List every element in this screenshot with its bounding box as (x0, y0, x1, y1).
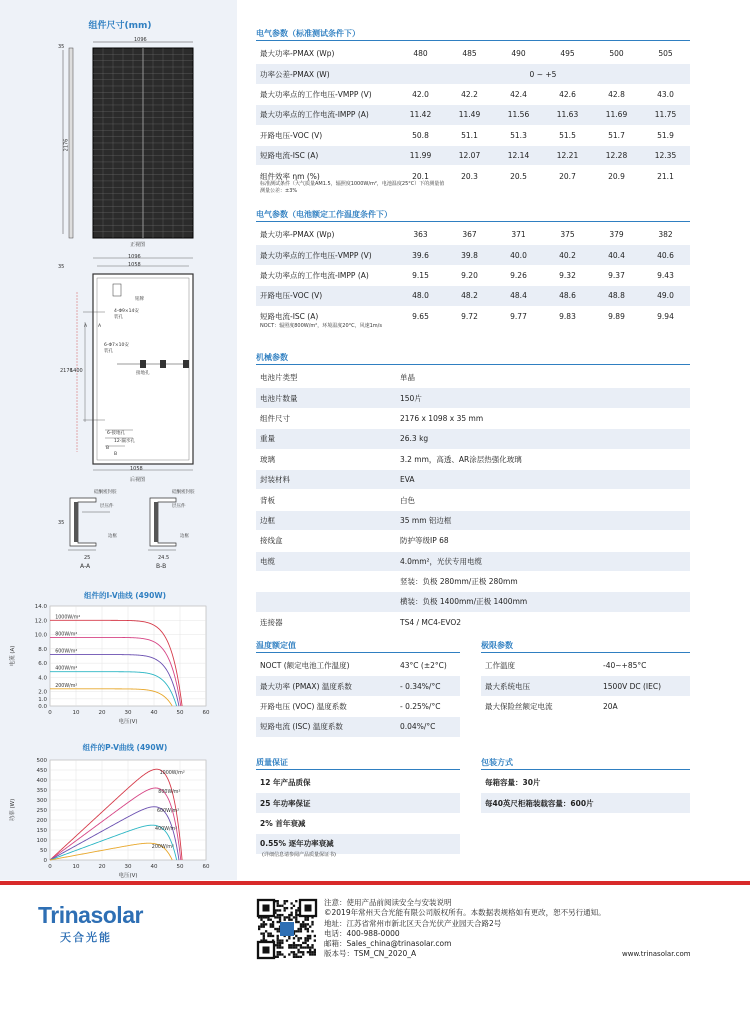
row-value: 49.0 (641, 286, 690, 306)
y-tick-label: 10.0 (34, 632, 47, 639)
row-value: 505 (641, 44, 690, 64)
row-value: 367 (445, 225, 494, 245)
y-tick-label: 450 (36, 768, 47, 774)
row-label: 0.55% 逐年功率衰减 (256, 834, 460, 854)
noct-note: NOCT：辐照度800W/m²，环境温度20°C，风速1m/s (260, 323, 382, 329)
table-row (256, 490, 690, 510)
back-view-label: 后视图 (130, 477, 146, 483)
footer-line-4: 邮箱：Sales_china@trinasolar.com (324, 939, 452, 949)
logo-wordmark: Trinasolar (38, 902, 143, 928)
stc-rule (256, 40, 690, 41)
y-tick-label: 0 (43, 858, 47, 864)
row-value: 9.15 (396, 265, 445, 285)
row-value: 白色 (396, 490, 690, 510)
row-value: 9.26 (494, 265, 543, 285)
temp-rule (256, 652, 460, 653)
row-value: 48.2 (445, 286, 494, 306)
pv-chart-title: 组件的P-V曲线 (490W) (82, 743, 168, 752)
back-thickness-dim: 35 (58, 264, 65, 270)
row-value: 363 (396, 225, 445, 245)
table-row (256, 469, 690, 489)
row-label: 接线盒 (256, 531, 396, 551)
row-value: 490 (494, 44, 543, 64)
row-label: 电池片数量 (256, 388, 396, 408)
x-tick-label: 20 (98, 710, 106, 716)
row-label: 工作温度 (481, 656, 599, 676)
packing-table (481, 773, 690, 814)
y-tick-label: 2.0 (38, 689, 47, 696)
y-tick-label: 100 (36, 838, 47, 844)
row-value: 51.5 (543, 125, 592, 145)
table-row (481, 773, 690, 793)
row-label: 开路电压 (VOC) 温度系数 (256, 696, 396, 716)
y-tick-label: 8.0 (38, 646, 47, 653)
drain-holes-label: 12-漏水孔 (114, 439, 135, 444)
row-value: 42.2 (445, 84, 494, 104)
row-value: 26.3 kg (396, 429, 690, 449)
row-label: 背板 (256, 490, 396, 510)
row-value: 375 (543, 225, 592, 245)
iv-chart-title: 组件的I-V曲线 (490W) (83, 591, 167, 600)
row-label: 连接器 (256, 612, 396, 632)
mech-rule (256, 364, 690, 365)
warranty-title: 质量保证 (256, 758, 288, 767)
noct-table (256, 225, 690, 327)
section-b-left: B (106, 446, 110, 451)
row-value: 42.0 (396, 84, 445, 104)
row-value: 43.0 (641, 84, 690, 104)
module-dimension-title: 组件尺寸(mm) (88, 21, 152, 31)
section-drawings (60, 488, 190, 563)
packing-title: 包装方式 (481, 758, 513, 767)
iv-chart (0, 598, 237, 728)
table-row (256, 717, 460, 737)
row-value: 11.63 (543, 105, 592, 125)
row-value: 150片 (396, 388, 690, 408)
row-value: 42.8 (592, 84, 641, 104)
row-label: 每40英尺柜箱装载容量：600片 (481, 793, 690, 813)
row-value: 3.2 mm，高透、AR涂层热强化玻璃 (396, 449, 690, 469)
row-label: 最大功率点的工作电流-IMPP (A) (256, 105, 396, 125)
table-row (256, 145, 690, 165)
y-tick-label: 150 (36, 828, 47, 834)
row-value: - 0.34%/°C (396, 676, 460, 696)
logo-chinese: 天合光能 (60, 931, 112, 944)
section-b-laminate: 层压件 (172, 504, 186, 509)
row-value: EVA (396, 469, 690, 489)
series-label: 800W/m² (55, 632, 78, 638)
row-label: 组件效率 ηm (%) (256, 166, 396, 186)
series-label: 600W/m² (55, 649, 78, 655)
table-row (256, 773, 460, 793)
x-tick-label: 10 (72, 710, 80, 716)
table-row (481, 793, 690, 813)
section-b-label: B-B (156, 563, 167, 570)
series-label: 400W/m² (155, 827, 178, 833)
stc-note-tolerance: 测量公差：±3% (260, 188, 298, 194)
row-value: 12.28 (592, 145, 641, 165)
x-tick-label: 60 (202, 864, 210, 870)
table-row (256, 612, 690, 632)
warranty-rule (256, 769, 460, 770)
table-row (256, 793, 460, 813)
row-label: 12 年产品质保 (256, 773, 460, 793)
table-row (256, 531, 690, 551)
mech-title: 机械参数 (256, 353, 288, 362)
back-width-dim: 1096 (128, 254, 141, 260)
section-a-label: A-A (80, 563, 91, 570)
footer-info (324, 898, 606, 960)
table-row (256, 368, 690, 388)
small-hole-label: 6-Φ7×10安装孔 (104, 343, 129, 354)
row-value: 20.7 (543, 166, 592, 186)
row-label: 最大功率点的工作电压-VMPP (V) (256, 245, 396, 265)
row-value: 42.4 (494, 84, 543, 104)
y-tick-label: 14.0 (34, 604, 47, 610)
back-hole-spacing-dim: 1400 (70, 368, 83, 374)
table-row (256, 571, 690, 591)
row-value: 20.3 (445, 166, 494, 186)
row-value: 1500V DC (IEC) (599, 676, 690, 696)
table-row (256, 225, 690, 245)
row-value: 9.89 (592, 306, 641, 326)
row-value: 382 (641, 225, 690, 245)
section-a-laminate: 层压件 (100, 504, 114, 509)
x-tick-label: 30 (124, 710, 132, 716)
noct-rule (256, 221, 690, 222)
qr-code-icon (256, 898, 318, 960)
row-value: 11.49 (445, 105, 494, 125)
limits-title: 极限参数 (481, 641, 513, 650)
row-label: 最大功率 (PMAX) 温度系数 (256, 676, 396, 696)
front-height-dim: 2176 (63, 138, 70, 152)
table-row (256, 696, 460, 716)
row-label: 最大功率点的工作电流-IMPP (A) (256, 265, 396, 285)
row-value: - 0.25%/°C (396, 696, 460, 716)
row-label: 最大系统电压 (481, 676, 599, 696)
stc-table (256, 44, 690, 187)
row-value: 48.4 (494, 286, 543, 306)
row-value: 9.65 (396, 306, 445, 326)
table-row (256, 510, 690, 530)
x-tick-label: 0 (48, 710, 52, 716)
table-row (256, 105, 690, 125)
row-label: 最大功率-PMAX (Wp) (256, 225, 396, 245)
row-label: 重量 (256, 429, 396, 449)
temp-title: 温度额定值 (256, 641, 296, 650)
table-row (481, 676, 690, 696)
front-view-label: 正视图 (130, 242, 146, 248)
series-label: 200W/m² (151, 845, 174, 851)
series-label: 200W/m² (55, 683, 78, 689)
table-row (256, 125, 690, 145)
row-value: 11.69 (592, 105, 641, 125)
brand-logo (38, 902, 143, 945)
back-bottom-dim: 1058 (130, 466, 143, 472)
table-row (256, 64, 690, 84)
y-tick-label: 250 (36, 808, 47, 814)
x-axis-label: 电压(V) (118, 873, 138, 879)
row-label: 玻璃 (256, 449, 396, 469)
table-row (256, 676, 460, 696)
row-value: 2176 x 1098 x 35 mm (396, 408, 690, 428)
series-label: 1000W/m² (159, 771, 185, 777)
row-value: 11.42 (396, 105, 445, 125)
row-value: 21.1 (641, 166, 690, 186)
section-a-height: 35 (58, 520, 65, 526)
front-width-dim: 1096 (134, 37, 147, 43)
row-label: 开路电压-VOC (V) (256, 125, 396, 145)
stc-title: 电气参数（标准测试条件下） (256, 29, 360, 38)
row-label: 开路电压-VOC (V) (256, 286, 396, 306)
row-value: 48.6 (543, 286, 592, 306)
row-label (256, 571, 396, 591)
row-value: 12.21 (543, 145, 592, 165)
footer-line-1: ©2019年常州天合光能有限公司版权所有。本数据表规格如有更改，恕不另行通知。 (324, 908, 606, 918)
table-row (256, 84, 690, 104)
row-value: 11.56 (494, 105, 543, 125)
row-value: 51.9 (641, 125, 690, 145)
section-b-dim: 24.5 (158, 555, 170, 561)
row-value: 35 mm 铝边框 (396, 510, 690, 530)
row-value: 50.8 (396, 125, 445, 145)
section-a-right: A (98, 324, 102, 329)
back-view-drawing (55, 252, 205, 482)
table-row (256, 656, 460, 676)
y-tick-label: 300 (36, 798, 47, 804)
section-b-sealant: 硅酮密封胶 (172, 490, 195, 495)
table-row (256, 408, 690, 428)
front-thickness-dim: 35 (58, 44, 65, 50)
table-row (256, 551, 690, 571)
y-axis-label: 电流 (A) (10, 645, 16, 667)
x-tick-label: 40 (150, 710, 158, 716)
stc-note (260, 181, 444, 195)
row-value: 9.72 (445, 306, 494, 326)
ground-holes-label: 6-接地孔 (107, 431, 125, 436)
series-label: 800W/m² (158, 790, 181, 796)
warranty-note: (详细信息请参阅产品质量保证书) (262, 852, 336, 858)
section-a-dim: 25 (84, 555, 91, 561)
row-value: 371 (494, 225, 543, 245)
mech-table (256, 368, 690, 633)
limits-rule (481, 652, 690, 653)
row-value: 9.83 (543, 306, 592, 326)
back-inner-width-dim: 1058 (128, 262, 141, 268)
row-label: 边框 (256, 510, 396, 530)
pv-chart (0, 752, 237, 880)
noct-title: 电气参数（电池额定工作温度条件下） (256, 210, 392, 219)
section-a-frame: 边框 (108, 534, 117, 539)
row-label: 封装材料 (256, 469, 396, 489)
row-value: 51.7 (592, 125, 641, 145)
x-tick-label: 60 (202, 710, 210, 716)
y-tick-label: 0.0 (38, 704, 47, 710)
row-value: 11.99 (396, 145, 445, 165)
row-value: 40.6 (641, 245, 690, 265)
row-value: 500 (592, 44, 641, 64)
row-value: 39.8 (445, 245, 494, 265)
row-value: 0 ~ +5 (396, 64, 690, 84)
row-value: 39.6 (396, 245, 445, 265)
table-row (256, 449, 690, 469)
table-row (256, 592, 690, 612)
row-value: 48.0 (396, 286, 445, 306)
footer-divider (0, 881, 750, 885)
x-tick-label: 20 (98, 864, 106, 870)
y-tick-label: 12.0 (34, 618, 47, 625)
footer-line-5: 版本号：TSM_CN_2020_A (324, 949, 417, 959)
table-row (256, 286, 690, 306)
row-value: 485 (445, 44, 494, 64)
footer-line-3: 电话：400-988-0000 (324, 928, 400, 938)
temp-table (256, 656, 460, 738)
row-value: 防护等级IP 68 (396, 531, 690, 551)
limits-table (481, 656, 690, 717)
stc-note-conditions: 标准测试条件（大气质量AM1.5，辐照度1000W/m²，电池温度25°C）下的测量值 (260, 181, 445, 187)
y-axis-label: 功率 (W) (10, 798, 16, 822)
row-label: 25 年功率保证 (256, 793, 460, 813)
footer-line-0: 注意：使用产品前阅读安全与安装说明 (324, 898, 452, 907)
row-value: 495 (543, 44, 592, 64)
table-row (256, 265, 690, 285)
packing-rule (481, 769, 690, 770)
y-tick-label: 200 (36, 818, 47, 824)
table-row (256, 834, 460, 854)
front-view-drawing (55, 34, 205, 249)
x-tick-label: 40 (150, 864, 158, 870)
table-row (256, 813, 460, 833)
row-value: 竖装：负极 280mm/正极 280mm (396, 571, 690, 591)
section-b-right: B (114, 452, 118, 457)
y-tick-label: 1.0 (38, 696, 47, 703)
website-link[interactable]: www.trinasolar.com (622, 950, 691, 958)
y-tick-label: 6.0 (38, 661, 47, 668)
row-value: 40.0 (494, 245, 543, 265)
row-value: 48.8 (592, 286, 641, 306)
footer-line-2: 地址：江苏省常州市新北区天合光伏产业园天合路2号 (324, 918, 502, 928)
row-value: 42.6 (543, 84, 592, 104)
row-label (256, 592, 396, 612)
left-column (0, 0, 237, 880)
row-value: 12.07 (445, 145, 494, 165)
x-tick-label: 0 (48, 864, 52, 870)
back-height-dim: 2176 (60, 368, 73, 374)
table-row (256, 429, 690, 449)
row-value: TS4 / MC4-EVO2 (396, 612, 690, 632)
table-row (256, 245, 690, 265)
series-label: 600W/m² (157, 808, 180, 814)
row-value: 单晶 (396, 368, 690, 388)
row-value: 43°C (±2°C) (396, 656, 460, 676)
ground-hole-label: 接地孔 (136, 371, 150, 376)
row-label: 每箱容量：30片 (481, 773, 690, 793)
row-label: 最大功率点的工作电压-VMPP (V) (256, 84, 396, 104)
row-value: 51.3 (494, 125, 543, 145)
row-label: 2% 首年衰减 (256, 813, 460, 833)
row-value: 12.14 (494, 145, 543, 165)
row-value: -40~+85°C (599, 656, 690, 676)
row-value: 9.43 (641, 265, 690, 285)
row-label: 组件尺寸 (256, 408, 396, 428)
row-label: 最大保险丝额定电流 (481, 696, 599, 716)
row-value: 4.0mm²，光伏专用电缆 (396, 551, 690, 571)
row-value: 20.1 (396, 166, 445, 186)
row-value: 40.4 (592, 245, 641, 265)
mounting-hole-label: 4-Φ9×14安装孔 (114, 309, 139, 320)
row-value: 20.9 (592, 166, 641, 186)
row-value: 20.5 (494, 166, 543, 186)
section-b-frame: 边框 (180, 534, 189, 539)
row-value: 0.04%/°C (396, 717, 460, 737)
row-value: 480 (396, 44, 445, 64)
nameplate-label: 铭牌 (135, 297, 144, 302)
table-row (256, 388, 690, 408)
x-tick-label: 50 (176, 710, 184, 716)
row-value: 横装：负极 1400mm/正极 1400mm (396, 592, 690, 612)
section-a-left: A (84, 324, 88, 329)
row-label: 短路电流 (ISC) 温度系数 (256, 717, 396, 737)
row-label: 电池片类型 (256, 368, 396, 388)
row-value: 11.75 (641, 105, 690, 125)
row-value: 9.20 (445, 265, 494, 285)
row-value: 40.2 (543, 245, 592, 265)
row-label: NOCT (额定电池工作温度) (256, 656, 396, 676)
y-tick-label: 400 (36, 778, 47, 784)
row-label: 电缆 (256, 551, 396, 571)
y-tick-label: 350 (36, 788, 47, 794)
table-row (481, 656, 690, 676)
table-row (256, 44, 690, 64)
row-value: 51.1 (445, 125, 494, 145)
row-label: 最大功率-PMAX (Wp) (256, 44, 396, 64)
x-tick-label: 10 (72, 864, 80, 870)
row-label: 短路电流-ISC (A) (256, 306, 396, 326)
row-value: 9.32 (543, 265, 592, 285)
warranty-table (256, 773, 460, 855)
y-tick-label: 50 (40, 848, 47, 854)
y-tick-label: 4.0 (38, 675, 47, 682)
row-label: 短路电流-ISC (A) (256, 145, 396, 165)
row-value: 9.94 (641, 306, 690, 326)
row-label: 功率公差-PMAX (W) (256, 64, 396, 84)
x-tick-label: 50 (176, 864, 184, 870)
row-value: 379 (592, 225, 641, 245)
section-a-sealant: 硅酮密封胶 (94, 490, 117, 495)
row-value: 9.77 (494, 306, 543, 326)
x-axis-label: 电压(V) (118, 719, 138, 725)
series-label: 1000W/m² (55, 615, 81, 621)
y-tick-label: 500 (36, 758, 47, 764)
row-value: 12.35 (641, 145, 690, 165)
series-label: 400W/m² (55, 666, 78, 672)
row-value: 9.37 (592, 265, 641, 285)
x-tick-label: 30 (124, 864, 132, 870)
table-row (481, 696, 690, 716)
row-value: 20A (599, 696, 690, 716)
